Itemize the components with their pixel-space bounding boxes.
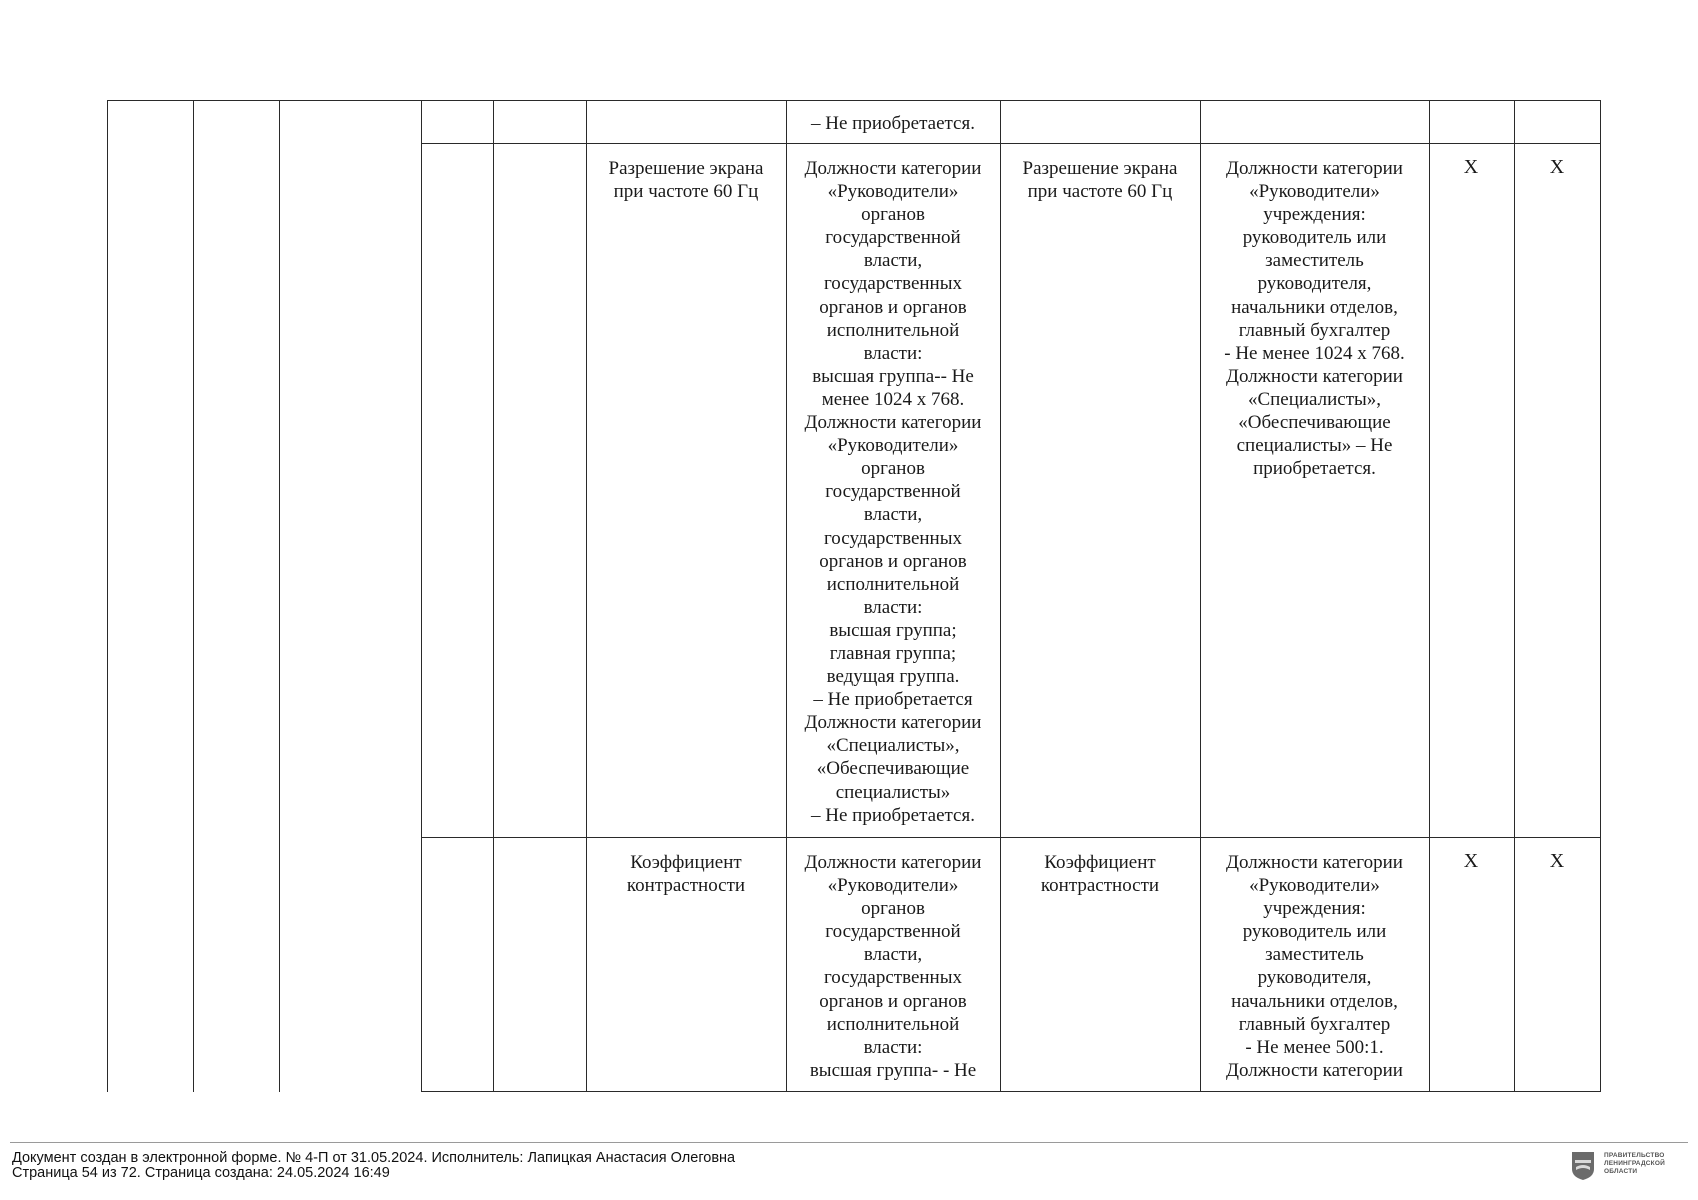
cell-line: «Обеспечивающие	[816, 758, 970, 780]
cell-line: высшая группа- - Не	[809, 1059, 977, 1081]
cell-line: Должности категории	[1226, 158, 1403, 179]
logo-line: ПРАВИТЕЛЬСТВО	[1604, 1152, 1665, 1159]
cell-line: учреждения:	[1263, 898, 1366, 920]
row1-characteristic-cell	[586, 157, 786, 203]
cell-line: заместитель	[1265, 250, 1364, 272]
cell-line: заместитель	[1265, 944, 1364, 966]
cell-line: «Специалисты»,	[1247, 388, 1382, 410]
row1-actual-requirement-cell	[1200, 157, 1429, 480]
cell-line: власти:	[863, 1036, 923, 1058]
grid-line	[279, 100, 280, 1092]
row0-requirement-cell	[786, 112, 1000, 135]
cell-line: «Специалисты»,	[826, 735, 960, 757]
cell-line: руководителя,	[1257, 273, 1372, 295]
cell-line: при частоте 60 Гц	[1027, 181, 1173, 203]
grid-line	[493, 100, 494, 1092]
cell-line: органов	[861, 898, 925, 920]
cell-line: приобретается.	[1253, 458, 1376, 480]
footer-divider	[10, 1142, 1688, 1143]
cell-line: начальники отделов,	[1231, 990, 1398, 1012]
cell-line: Коэффициент	[1044, 852, 1156, 873]
cell-line: Должности категории	[1226, 852, 1403, 873]
footer-page-info: Страница 54 из 72. Страница создана: 24.05.2024 16:49	[12, 1165, 390, 1181]
cell-line: Разрешение экрана	[608, 158, 764, 179]
cell-line: руководителя,	[1257, 967, 1372, 989]
cell-line: исполнительной	[826, 319, 960, 341]
cell-line: ведущая группа.	[826, 666, 960, 688]
grid-line	[1429, 100, 1430, 1092]
row2-characteristic-cell	[586, 851, 786, 897]
cell-line: «Руководители»	[827, 435, 959, 457]
grid-line	[193, 100, 194, 1092]
cell-line: Должности категории	[1226, 1059, 1403, 1081]
footer-document-info: Документ создан в электронной форме. № 4-П от 31.05.2024. Исполнитель: Лапицкая Анастасия Олеговна	[12, 1150, 736, 1166]
cell-line: специалисты» – Не	[1236, 435, 1393, 457]
cell-line: – Не приобретается.	[811, 113, 975, 134]
row2-mark-x: X	[1463, 850, 1479, 872]
grid-line	[1600, 100, 1601, 1092]
cell-line: государственной	[825, 921, 961, 943]
grid-line	[421, 1091, 1601, 1092]
grid-line	[107, 100, 1601, 101]
cell-line: исполнительной	[826, 573, 960, 595]
grid-line	[1514, 100, 1515, 1092]
emblem-icon	[1571, 1151, 1595, 1181]
cell-line: исполнительной	[826, 1013, 960, 1035]
cell-line: власти:	[863, 596, 923, 618]
cell-line: органов и органов	[819, 990, 967, 1012]
cell-line: начальники отделов,	[1231, 296, 1398, 318]
logo-text	[1604, 1152, 1665, 1176]
cell-line: органов	[861, 458, 925, 480]
cell-line: «Руководители»	[827, 181, 959, 203]
cell-line: органов и органов	[819, 550, 967, 572]
cell-line: высшая группа;	[829, 619, 957, 641]
cell-line: органов	[861, 204, 925, 226]
cell-line: Должности категории	[1226, 365, 1403, 387]
row2-requirement-cell	[786, 851, 1000, 1082]
cell-line: власти,	[863, 504, 923, 526]
grid-line	[421, 837, 1601, 838]
cell-line: власти:	[863, 342, 923, 364]
row1-mark-x: X	[1549, 156, 1565, 178]
cell-line: Должности категории	[804, 852, 982, 873]
cell-line: власти,	[863, 250, 923, 272]
cell-line: – Не приобретается	[813, 689, 973, 711]
cell-line: главный бухгалтер	[1238, 1013, 1391, 1035]
cell-line: государственной	[825, 481, 961, 503]
cell-line: Коэффициент	[630, 852, 742, 873]
cell-line: «Руководители»	[1249, 181, 1380, 203]
cell-line: государственных	[823, 967, 962, 989]
cell-line: «Руководители»	[1249, 875, 1380, 897]
row1-mark-x: X	[1463, 156, 1479, 178]
government-logo	[1571, 1149, 1681, 1183]
cell-line: - Не менее 1024 x 768.	[1224, 342, 1405, 364]
cell-line: - Не менее 500:1.	[1245, 1036, 1384, 1058]
cell-line: государственных	[823, 527, 962, 549]
row1-actual-characteristic-cell	[1000, 157, 1200, 203]
cell-line: контрастности	[626, 875, 746, 897]
cell-line: высшая группа-- Не	[812, 365, 974, 387]
row2-actual-characteristic-cell	[1000, 851, 1200, 897]
logo-line: ЛЕНИНГРАДСКОЙ	[1604, 1160, 1665, 1167]
cell-line: Разрешение экрана	[1022, 158, 1178, 179]
cell-line: государственных	[823, 273, 962, 295]
cell-line: «Обеспечивающие	[1238, 412, 1391, 434]
cell-line: главный бухгалтер	[1238, 319, 1391, 341]
cell-line: Должности категории	[804, 712, 982, 734]
grid-line	[421, 100, 422, 1092]
grid-line	[586, 100, 587, 1092]
grid-line	[107, 100, 108, 1092]
cell-line: специалисты»	[835, 781, 951, 803]
grid-line	[421, 143, 1601, 144]
cell-line: Должности категории	[804, 412, 982, 434]
cell-line: менее 1024 x 768.	[821, 388, 965, 410]
cell-line: при частоте 60 Гц	[613, 181, 759, 203]
cell-line: контрастности	[1040, 875, 1160, 897]
cell-line: руководитель или	[1242, 921, 1387, 943]
cell-line: «Руководители»	[827, 875, 959, 897]
logo-line: ОБЛАСТИ	[1604, 1168, 1638, 1175]
row2-actual-requirement-cell	[1200, 851, 1429, 1082]
grid-line	[1000, 100, 1001, 1092]
cell-line: власти,	[863, 944, 923, 966]
row1-requirement-cell	[786, 157, 1000, 827]
cell-line: органов и органов	[819, 296, 967, 318]
cell-line: учреждения:	[1263, 204, 1366, 226]
row2-mark-x: X	[1549, 850, 1565, 872]
cell-line: руководитель или	[1242, 227, 1387, 249]
cell-line: Должности категории	[804, 158, 982, 179]
cell-line: государственной	[825, 227, 961, 249]
cell-line: – Не приобретается.	[811, 804, 975, 826]
cell-line: главная группа;	[829, 642, 957, 664]
